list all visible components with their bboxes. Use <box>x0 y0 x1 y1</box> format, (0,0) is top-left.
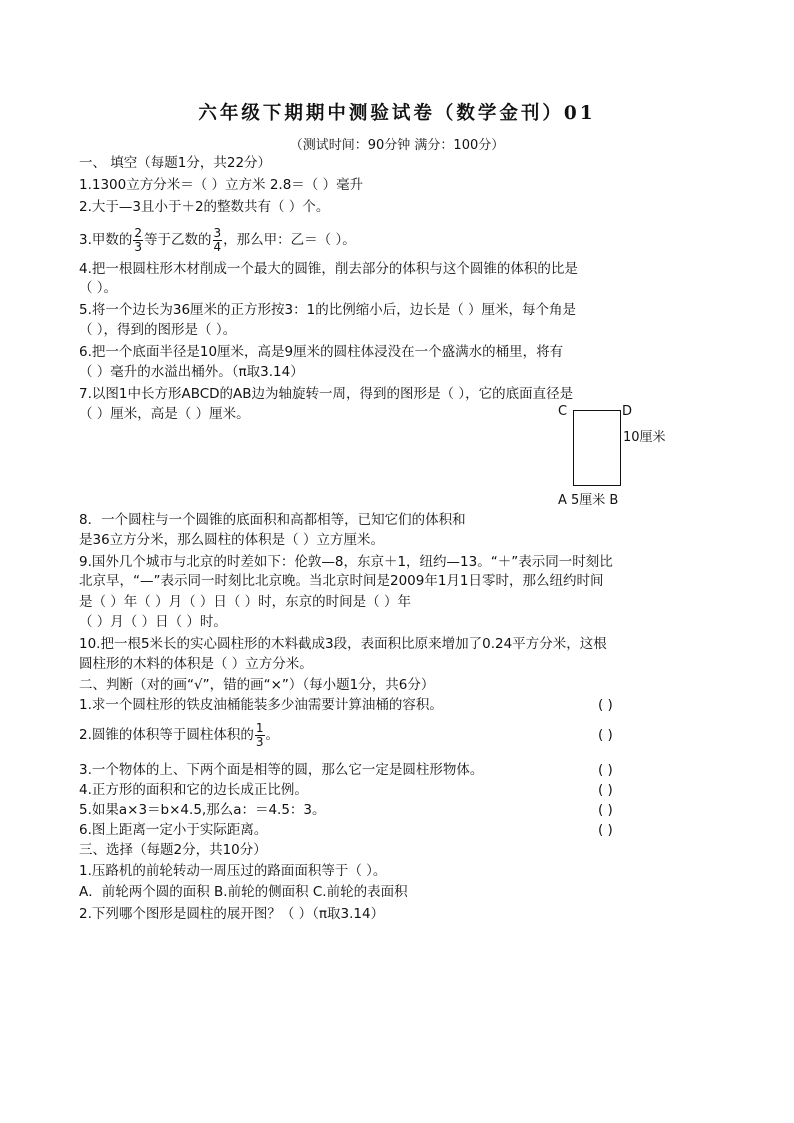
question-text: 1.1300立方分米＝（ ）立方米 2.8＝（ ）毫升 <box>79 177 364 193</box>
choice-question: 2.下列哪个图形是圆柱的展开图？（ ）（π取3.14） <box>79 906 385 922</box>
question-text: 是（ ）年（ ）月（ ）日（ ）时，东京的时间是（ ）年 <box>79 594 411 610</box>
question-text: 北京早，“—”表示同一时刻比北京晚。当北京时间是2009年1月1日零时，那么纽约时间 <box>79 573 604 589</box>
page-subtitle: （测试时间：90分钟 满分：100分） <box>289 138 505 153</box>
section-heading-fill-in: 一、 填空（每题1分，共22分） <box>79 155 272 171</box>
judgement-question: 5.如果a×3＝b×4.5,那么a：＝4.5：3。 <box>79 802 326 818</box>
fraction-numerator: 1 <box>255 720 264 735</box>
page-title: 六年级下期期中测验试卷（数学金刊）01 <box>198 103 596 124</box>
question-text: （ ）月（ ）日（ ）时。 <box>79 614 227 630</box>
vertex-label-c: C <box>558 404 568 419</box>
rectangle-abcd-figure <box>555 404 685 506</box>
fraction-denominator: 3 <box>255 734 264 749</box>
answer-parentheses: ( ) <box>598 782 613 798</box>
question-text <box>79 220 356 260</box>
fraction-denominator: 3 <box>134 239 143 254</box>
judgement-question: 6.图上距离一定小于实际距离。 <box>79 822 268 838</box>
choice-options: A．前轮两个圆的面积 B.前轮的侧面积 C.前轮的表面积 <box>79 884 408 900</box>
fraction-denominator: 4 <box>213 239 222 254</box>
judgement-question: 3.一个物体的上、下两个面是相等的圆，那么它一定是圆柱形物体。 <box>79 762 484 778</box>
fraction <box>213 227 223 254</box>
base-label: A 5厘米 B <box>558 493 619 508</box>
answer-parentheses: ( ) <box>598 697 613 713</box>
question-text: 7.以图1中长方形ABCD的AB边为轴旋转一周，得到的图形是（ ），它的底面直径是 <box>79 386 574 402</box>
judgement-question: 4.正方形的面积和它的边长成正比例。 <box>79 782 308 798</box>
fraction <box>255 722 265 749</box>
section-heading-true-false: 二、判断（对的画“√”，错的画“×”）（每小题1分，共6分） <box>79 677 435 693</box>
question-text: （ ）厘米，高是（ ）厘米。 <box>79 406 250 422</box>
question-text-part: 等于乙数的 <box>144 232 212 248</box>
answer-parentheses: ( ) <box>598 802 613 818</box>
question-text: 2.大于—3且小于＋2的整数共有（ ）个。 <box>79 199 330 215</box>
side-length-label: 10厘米 <box>623 430 666 445</box>
judgement-question <box>79 715 279 755</box>
question-text: 9.国外几个城市与北京的时差如下：伦敦—8，东京＋1，纽约—13。“＋”表示同一时刻比 <box>79 554 613 570</box>
question-text: 是36立方分米，那么圆柱的体积是（ ）立方厘米。 <box>79 532 384 548</box>
question-text-part: 。 <box>265 727 280 743</box>
answer-parentheses: ( ) <box>598 822 613 838</box>
question-text: 圆柱形的木料的体积是（ ）立方分米。 <box>79 656 313 672</box>
question-text: 10.把一根5米长的实心圆柱形的木料截成3段，表面积比原来增加了0.24平方分米，这根 <box>79 636 607 652</box>
answer-parentheses: ( ) <box>598 727 613 743</box>
answer-parentheses: ( ) <box>598 762 613 778</box>
question-text: 5.将一个边长为36厘米的正方形按3：1的比例缩小后，边长是（ ）厘米，每个角是 <box>79 302 577 318</box>
fraction-numerator: 2 <box>134 225 143 240</box>
rectangle-shape <box>573 410 621 486</box>
fraction-numerator: 3 <box>213 225 222 240</box>
question-text: 6.把一个底面半径是10厘米，高是9厘米的圆柱体浸没在一个盛满水的桶里，将有 <box>79 344 564 360</box>
question-text: 4.把一根圆柱形木材削成一个最大的圆锥，削去部分的体积与这个圆锥的体积的比是 <box>79 261 578 277</box>
vertex-label-d: D <box>622 404 633 419</box>
question-text: （ ），得到的图形是（ ）。 <box>79 322 237 338</box>
question-text-part: 3.甲数的 <box>79 232 133 248</box>
section-heading-multiple-choice: 三、选择（每题2分，共10分） <box>79 842 267 858</box>
question-text-part: 2.圆锥的体积等于圆柱体积的 <box>79 727 254 743</box>
judgement-question: 1.求一个圆柱形的铁皮油桶能装多少油需要计算油桶的容积。 <box>79 697 443 713</box>
question-text: （ ）毫升的水溢出桶外。（π取3.14） <box>79 364 304 380</box>
question-text: 8．一个圆柱与一个圆锥的底面积和高都相等，已知它们的体积和 <box>79 512 466 528</box>
fraction <box>133 227 143 254</box>
choice-question: 1.压路机的前轮转动一周压过的路面面积等于（ ）。 <box>79 863 387 879</box>
question-text-part: ，那么甲：乙＝（ ）。 <box>223 232 356 248</box>
question-text: （ ）。 <box>79 280 118 296</box>
